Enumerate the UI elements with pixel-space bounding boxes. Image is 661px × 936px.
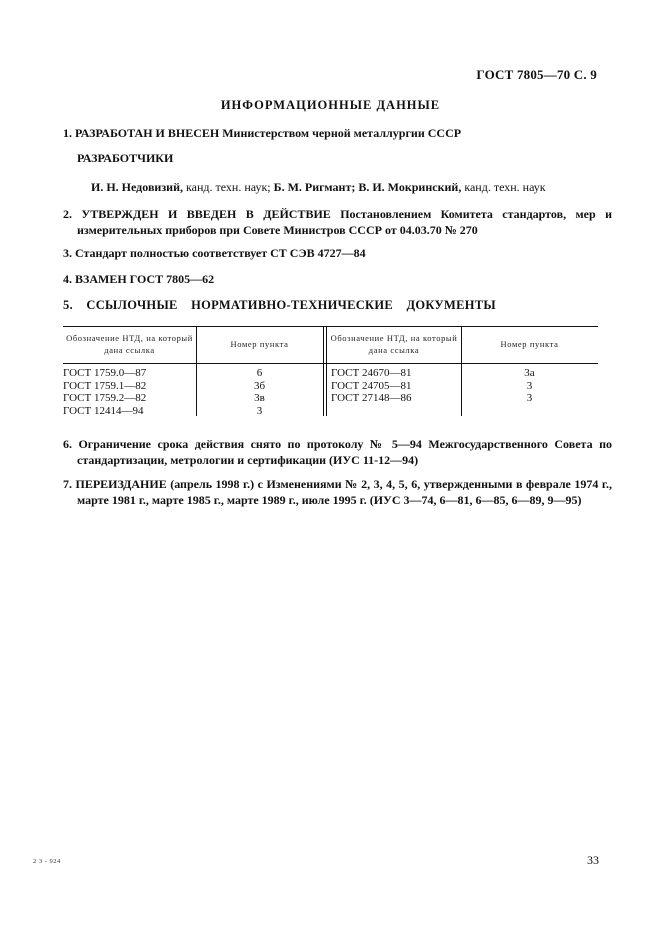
table-cell: ГОСТ 1759.2—82 — [63, 392, 147, 405]
table-header-doc: Обозначение НТД, на который дана ссылка — [66, 333, 193, 355]
reference-table — [63, 326, 598, 416]
item-4: 4. ВЗАМЕН ГОСТ 7805—62 — [63, 272, 215, 286]
developers-list — [91, 180, 546, 195]
page-header: ГОСТ 7805—70 С. 9 — [476, 67, 597, 82]
table-column-left-nums — [196, 367, 323, 417]
developer-name-1: И. Н. Недовизий, — [91, 180, 183, 194]
table-cell: ГОСТ 12414—94 — [63, 404, 144, 417]
table-cell: 3 — [256, 404, 263, 417]
table-top-rule — [63, 326, 598, 327]
table-column-left-docs — [63, 367, 146, 417]
table-header-num: Номер пункта — [500, 339, 559, 349]
table-cell: 6 — [256, 367, 263, 379]
table-cell: ГОСТ 1759.1—82 — [63, 379, 147, 392]
table-cell: ГОСТ 24705—81 — [331, 379, 412, 392]
section-title: ИНФОРМАЦИОННЫЕ ДАННЫЕ — [220, 98, 441, 112]
table-cell: 3а — [524, 367, 535, 379]
table-cell: 3 — [526, 379, 533, 392]
table-cell: ГОСТ 27148—86 — [331, 392, 412, 405]
table-cell: 3б — [253, 379, 266, 392]
item-7: 7. ПЕРЕИЗДАНИЕ (апрель 1998 г.) с Изменениями № 2, 3, 4, 5, 6, утвержденными в феврале 1974 г., марте 1981 г., марте 1985 г., марте 1989 г., июле 1995 г. (ИУС 3—74, 6—81, 6—85, 6—89, 9—95) — [63, 477, 612, 507]
table-column-right-docs — [331, 367, 411, 405]
table-header-rule — [63, 363, 598, 364]
item-1: 1. РАЗРАБОТАН И ВНЕСЕН Министерством черной металлургии СССР — [63, 126, 462, 140]
table-cell: ГОСТ 24670—81 — [331, 367, 412, 379]
table-cell: 3в — [254, 392, 265, 405]
print-code: 2 3 - 924 — [33, 858, 61, 865]
item-3: 3. Стандарт полностью соответствует СТ СЭВ 4727—84 — [63, 246, 366, 260]
table-header-doc: Обозначение НТД, на который дана ссылка — [330, 333, 458, 355]
developer-rank-1: канд. техн. наук; — [183, 180, 274, 194]
table-cell: 3 — [526, 392, 533, 405]
developers-heading: РАЗРАБОТЧИКИ — [77, 151, 174, 165]
page-number: 33 — [587, 853, 599, 867]
item-2: 2. УТВЕРЖДЕН И ВВЕДЕН В ДЕЙСТВИЕ Постановлением Комитета стандартов, мер и измерительных приборов при Совете Министров СССР от 04.03.70 № 270 — [63, 207, 612, 237]
table-cell: ГОСТ 1759.0—87 — [63, 367, 147, 379]
developer-rank-2: канд. техн. наук — [461, 180, 546, 194]
table-header-num: Номер пункта — [230, 339, 289, 349]
developer-name-2: Б. М. Ригмант; В. И. Мокринский, — [273, 180, 462, 194]
item-6: 6. Ограничение срока действия снято по протоколу № 5—94 Межгосударственного Совета по стандартизации, метрологии и сертификации (ИУС 11-12—94) — [63, 437, 612, 467]
table-column-right-nums — [461, 367, 598, 405]
item-5: 5. ССЫЛОЧНЫЕ НОРМАТИВНО-ТЕХНИЧЕСКИЕ ДОКУМЕНТЫ — [63, 298, 496, 312]
